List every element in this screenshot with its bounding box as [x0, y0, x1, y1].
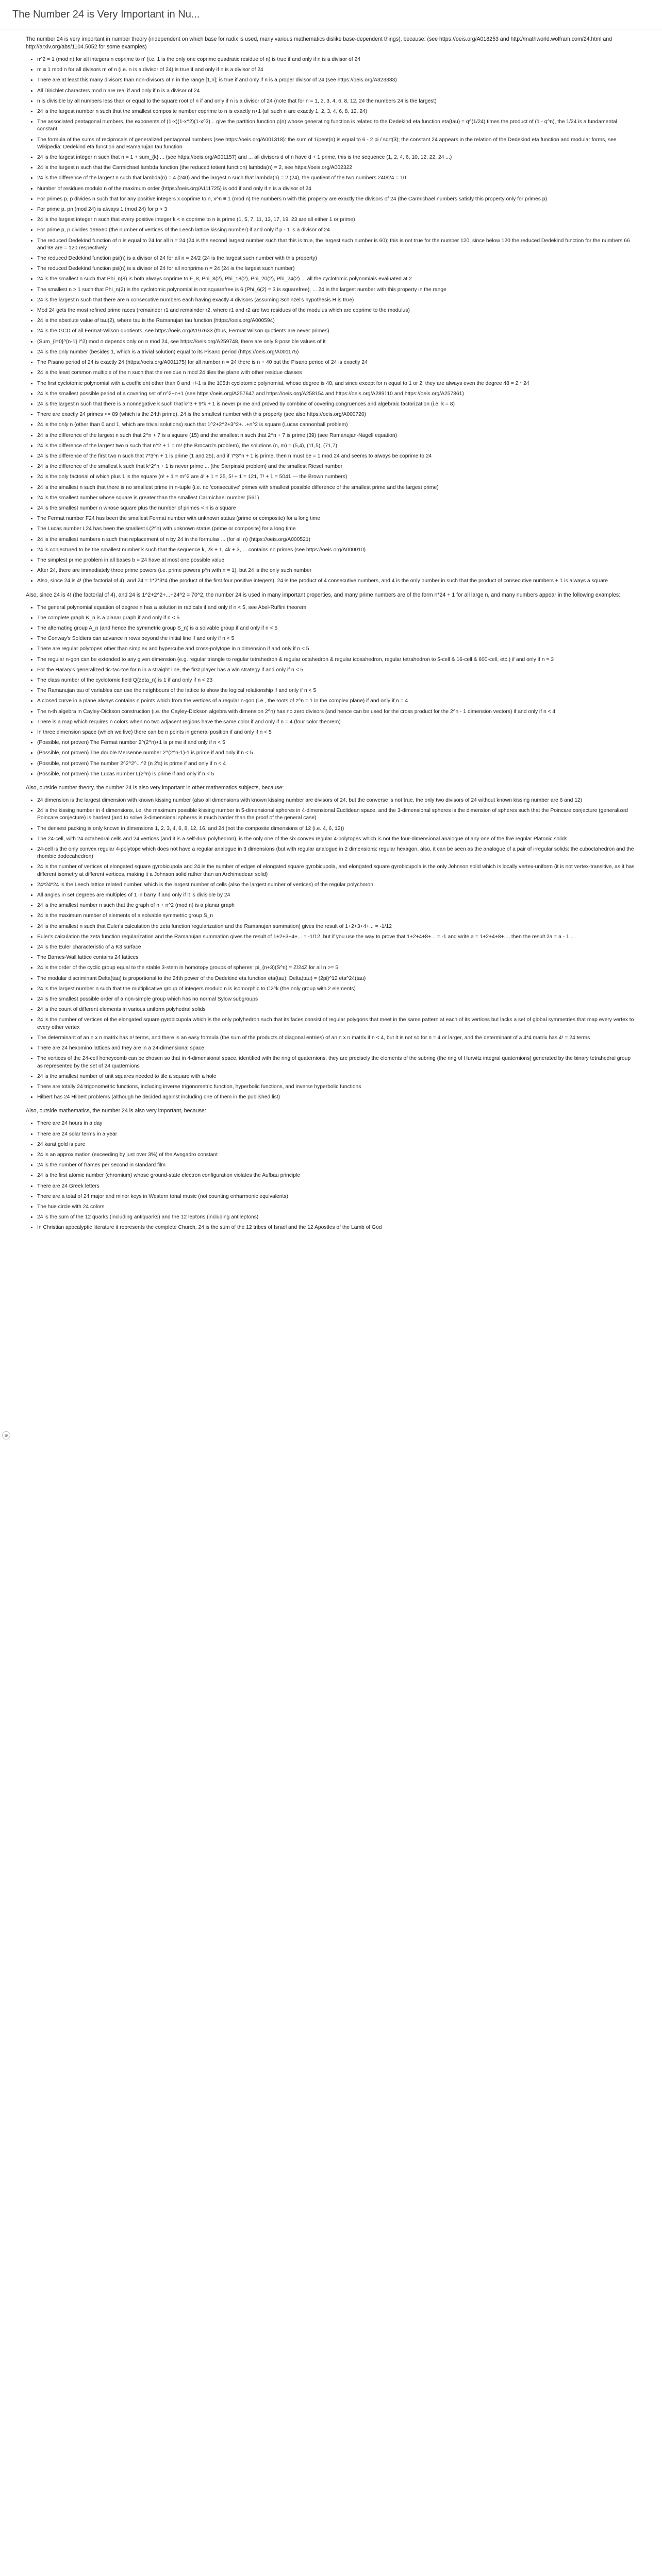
article-body — [0, 29, 662, 1232]
list-item: • Euler's calculation the zeta function regularization and the Ramanujan summation gives the result of 1+2+3+4+... = -1/12, but if you use the way to prove that 1+2+4+8+... = -1 and write a = 1+2+4+8+..., then the result 2a = a - 1 ... — [37, 934, 636, 941]
list-item: • 24 is the largest integer n such that n = 1 + sum_{k} ... (see https://oeis.org/A001157) and ... all divisors d of n have d + 1 prime, this is the sequence (1, 2, 4, 6, 10, 12, 22, 24 ...) — [37, 154, 636, 161]
list-item: • 24 is the largest n such that there are n consecutive numbers each having exactly 4 divisors (assuming Schinzel's hypothesis H is true) — [37, 297, 636, 304]
list-item: • 24 is the smallest number n such that the graph of n + n^2 (mod n) is a planar graph — [37, 902, 636, 909]
list-item: • 24 is the difference of the smallest k such that k*2^n + 1 is never prime ... (the Sierpinski problem) and the smallest Riesel number — [37, 463, 636, 470]
list-item: • 24 is the smallest number whose square is greater than the smallest Carmichael number (561) — [37, 495, 636, 502]
list-item: • 24 is the maximum number of elements of a solvable symmetric group S_n — [37, 912, 636, 920]
list-item: • In Christian apocalyptic literature it represents the complete Church, 24 is the sum of the 12 tribes of Israel and the 12 Apostles of the Lamb of God — [37, 1224, 636, 1231]
list-item: • There are at least this many divisors than non-divisors of n in the range [1,n]; is true if and only if n is a proper divisor of 24 (see https://oeis.org/A323383) — [37, 77, 636, 84]
list-item: • The simplest prime problem in all bases b = 24 have at most one possible value — [37, 557, 636, 564]
list-item: • 24 is the difference of the largest two n such that n^2 + 1 = m! (the Brocard's problem), the solutions (n, m) = (5,4), (11,5), (71,7) — [37, 443, 636, 450]
list-item: • 24 is the kissing number in 4 dimensions, i.e. the maximum possible kissing number in 5-dimensional spheres in 4-dimensional Euclidean space, and the 3-dimensional spheres is the dimension of spheres such that the Poincare conjecture (generalized Poincare conjecture) is hardest (and to solve 3-dimensional spheres is much harder than the proof of the general case) — [37, 807, 636, 822]
list-item: • 24 dimension is the largest dimension with known kissing number (also all dimensions with known kissing number are divisors of 24, but the converse is not true, the only two divisors of 24 without known kissing number are 6 and 12) — [37, 797, 636, 804]
list-item: • There are totally 24 trigonometric functions, including inverse trigonometric function, hyperbolic functions, and inverse hyperbolic functions — [37, 1083, 636, 1091]
list-item: • There are regular polytopes other than simplex and hypercube and cross-polytope in n dimension if and only if n < 5 — [37, 646, 636, 653]
list-item: • 24 is the largest integer n such that every positive integer k < n coprime to n is prime (1, 5, 7, 11, 13, 17, 19, 23 are all either 1 or prime) — [37, 216, 636, 224]
list-item: • There are 24 hours in a day — [37, 1120, 636, 1127]
fact-list — [26, 56, 636, 585]
list-item: • Also, since 24 is 4! (the factorial of 4), and 24 = 1*2*3*4 (the product of the first four positive integers), 24 is the product of 4 consecutive numbers, and 4 is the only number in such that the product of consecutive numbers + 1 is always a square — [37, 578, 636, 585]
list-item: • The complete graph K_n is a planar graph if and only if n < 5 — [37, 615, 636, 622]
list-item: • 24 is an approximation (exceeding by just over 3%) of the Avogadro constant — [37, 1151, 636, 1159]
list-item: • The Barnes-Wall lattice contains 24 lattices — [37, 954, 636, 961]
list-item: • There are 24 solar terms in a year — [37, 1131, 636, 1138]
list-item: • 24 is the number of vertices of the elongated square gyrobicupola which is the only polyhedron such that its faces consist of regular polygons that meet in the same pattern at each of its vertices but lacks a set of global symmetries that map every vertex to every other vertex — [37, 1016, 636, 1031]
list-item: • The hue circle with 24 colors — [37, 1204, 636, 1211]
list-item: • 24 is the number of frames per second in standard film — [37, 1162, 636, 1169]
list-item: • 24 is the difference of the largest n such that 2^n + 7 is a square (15) and the smallest n such that 2^n + 7 is prime (39) (see Ramanujan-Nagell equation) — [37, 432, 636, 439]
list-item: • 24 is the largest number n such that the smallest composite number coprime to n is exactly n+1 (all such n are exactly 1, 2, 3, 4, 6, 8, 12, 24) — [37, 108, 636, 115]
list-item: • 24 is the largest number n such that the multiplicative group of integers modulo n is isomorphic to C2^k (the only group with 2 elements) — [37, 986, 636, 993]
list-item: • Mod 24 gets the most refined prime races (remainder r1 and remainder r2, where r1 and r2 are two residues of the modulus which are coprime to the modulus) — [37, 307, 636, 314]
section-intro: Also, outside number theory, the number 24 is also very important in other mathematics subjects, because: — [26, 785, 284, 791]
list-item: • 24 is the smallest n such that Euler's calculation the zeta function regularization and the Ramanujan summation) gives the result of 1+2+3+4+... = -1/12 — [37, 923, 636, 930]
list-item: • 24 is the smallest number of unit squares needed to tile a square with a hole — [37, 1073, 636, 1080]
side-toggle-icon[interactable]: ⊕ — [2, 1431, 10, 1439]
list-item: • 24 is the smallest number n whose square plus the number of primes < n is a square — [37, 505, 636, 512]
list-item: • 24 is the difference of the largest n such that lambda(n) = 4 (240) and the largest n such that lambda(n) = 2 (24), the quotient of the two numbers 240/24 = 10 — [37, 175, 636, 182]
list-item: • 24 is the sum of the 12 quarks (including antiquarks) and the 12 leptons (including antileptons) — [37, 1214, 636, 1221]
list-item: • For the Harary's generalized tic-tac-toe for n in a straight line, the first player has a win strategy if and only if n < 5 — [37, 667, 636, 674]
page-title: The Number 24 is Very Important in Nu... — [12, 8, 200, 20]
list-item: • 24 is the difference of the first two n such that 7*3^n + 1 is prime (1 and 25), and if 7*3^n + 1 is prime, then n must be = 1 mod 24 and seems to always be coprime to 24 — [37, 453, 636, 460]
list-item: • 24 is the largest n such that there is a nonnegative k such that k^3 + 9*k + 1 is never prime and proved by combine of covering congruences and algebraic factorization (i.e. k = 8) — [37, 401, 636, 408]
list-item: • 24-cell is the only convex regular 4-polytope which does not have a regular analogue in 3 dimensions (but with regular analogue in 2 dimensions: regular hexagon, also, it can be seen as the analogue of a pair of irregular solids: the cuboctahedron and the rhombic dodecahedron) — [37, 846, 636, 860]
list-item: • (Possible, not proven) The Fermat number 2^(2^n)+1 is prime if and only if n < 5 — [37, 739, 636, 747]
list-item: • (Possible, not proven) The number 2^2^2^...^2 (n 2's) is prime if and only if n < 4 — [37, 760, 636, 768]
list-item: • 24*24*24 is the Leech lattice related number, which is the largest number of cells (also the largest number of vertices) of the regular polychoron — [37, 882, 636, 889]
list-item: • All Dirichlet characters mod n are real if and only if n is a divisor of 24 — [37, 88, 636, 95]
list-item: • The general polynomial equation of degree n has a solution in radicals if and only if n < 5, see Abel-Ruffini theorem — [37, 604, 636, 612]
list-item: • The reduced Dedekind function psi(n) is a divisor of 24 for all n = 24/2 (24 is the largest such number with this property) — [37, 255, 636, 262]
list-item: • 24 is the least common multiple of the n such that the residue n mod 24 tiles the plane with other residue classes — [37, 369, 636, 377]
list-item: • The Conway's Soldiers can advance n rows beyond the initial line if and only if n < 5 — [37, 635, 636, 642]
list-item: • Hilbert has 24 Hilbert problems (although he decided against including one of them in the published list) — [37, 1094, 636, 1101]
list-item: • 24 is the only number (besides 1, which is a trivial solution) equal to its Pisano period (https://oeis.org/A001175) — [37, 349, 636, 356]
list-item: • 24 is the first atomic number (chromium) whose ground-state electron configuration violates the Aufbau principle — [37, 1172, 636, 1179]
list-item: • The associated pentagonal numbers, the exponents of (1-x)(1-x^2)(1-x^3)... give the partition function p(n) whose generating function is related to the Dedekind eta function eta(tau) = q^(1/24) times the product of (1 - q^n), the 1/24 is a fundamental constant — [37, 118, 636, 133]
list-item: • The Ramanujan tau of variables can use the neighbours of the lattice to show the logical relationship if and only if n < 5 — [37, 687, 636, 694]
list-item: • m ≡ 1 mod n for all divisors m of n (i.e. n is a divisor of 24) is true if and only if n is a divisor of 24 — [37, 66, 636, 74]
fact-list — [26, 1120, 636, 1231]
list-item: • 24 is the smallest n such that there is no smallest prime in n-tuple (i.e. no 'consecutive' primes with smallest possible difference of the smallest prime and the largest prime) — [37, 484, 636, 492]
list-item: • In three dimension space (which we live) there can be n points in general position if and only if n < 5 — [37, 729, 636, 736]
list-item: • 24 is the number of vertices of elongated square gyrobicupola and 24 is the number of edges of elongated square gyrobicupola, and elongated square gyrobicupola is the only Johnson solid which is locally vertex-uniform (it is not vertex-transitive, as it has different isometry at different vertices, making it a Johnson solid rather than an Archimedean solid) — [37, 863, 636, 878]
section-intro: Also, since 24 is 4! (the factorial of 4), and 24 is 1^2+2^2+...+24^2 = 70^2, the number 24 is used in many important properties, and many prime numbers are of the form n*24 + 1 for all large n, and many numbers appear in the following examples: — [26, 591, 621, 598]
list-item: • The smallest n > 1 such that Phi_n(2) is the cyclotomic polynomial is not squarefree is 6 (Phi_6(2) = 3 is squarefree), ... 24 is the largest number with this property in the range — [37, 286, 636, 294]
list-item: • There are exactly 24 primes <= 89 (which is the 24th prime), 24 is the smallest number with this property (see also https://oeis.org/A000720) — [37, 411, 636, 418]
list-item: • 24 is the count of different elements in various uniform polyhedral solids — [37, 1006, 636, 1013]
list-item: • The formula of the sums of reciprocals of generalized pentagonal numbers (see https://oeis.org/A001318): the sum of 1/pent(n) is equal to 6 - 2 pi / sqrt(3); the constant 24 appears in the relation of the Dedekind eta function and modular forms, see Wikipedia: Dedekind eta function and Ramanujan tau function — [37, 137, 636, 151]
list-item: • The n-th algebra in Cayley-Dickson construction (i.e. the Cayley-Dickson algebra with dimension 2^n) has no zero divisors (and hence can be used for the cross product for the 2^n - 1 dimension vectors) if and only if n < 4 — [37, 708, 636, 716]
fact-list — [26, 797, 636, 1101]
list-item: • The Lucas number L24 has been the smallest L(2^n) with unknown status (prime or composite) for a long time — [37, 526, 636, 533]
list-item: • 24 is the smallest numbers n such that replacement of n by 24 in the formulas ... (for all n) (https://oeis.org/A000521) — [37, 536, 636, 544]
section-intro: The number 24 is very important in number theory (independent on which base for radix is used, many various mathematics dislike base-dependent things), because: (see https://oeis.org/A018253 and http://mathworld.wolfram.com/24.html and http://arxiv.org/abs/1104.5052 for some examples) — [26, 36, 613, 50]
list-item: • The alternating group A_n (and hence the symmetric group S_n) is a solvable group if and only if n < 5 — [37, 625, 636, 632]
list-item: • 24 is the smallest n such that Phi_n(8) is both always coprime to F_8, Phi_8(2), Phi_18(2), Phi_20(2), Phi_24(2) ... all the cyclotomic polynomials evaluated at 2 — [37, 276, 636, 283]
page-header — [0, 0, 662, 29]
list-item: • There are 24 Greek letters — [37, 1183, 636, 1190]
list-item: • 24 is the smallest possible order of a non-simple group which has no normal Sylow subgroups — [37, 996, 636, 1003]
list-item: • The reduced Dedekind function of n is equal to 24 for all n = 24 (24 is the second largest number such that this is true, the largest such number is 60); this is not true for the number 120, since below 120 the reduced Dedekind function for the numbers 66 and 98 are = 120 respectively — [37, 238, 636, 252]
list-item: • 24 karat gold is pure — [37, 1141, 636, 1148]
list-item: • 24 is the order of the cyclic group equal to the stable 3-stem in homotopy groups of spheres: pi_(n+3)(S^n) = Z/24Z for all n >= 5 — [37, 964, 636, 972]
list-item: • 24 is the largest n such that the Carmichael lambda function (the reduced totient function) lambda(n) = 2, see https://oeis.org/A002322 — [37, 164, 636, 172]
list-item: • The regular n-gon can be extended to any given dimension (e.g. regular triangle to regular tetrahedron & regular octahedron & regular icosahedron, regular tetrahedron to 5-cell & 16-cell & 600-cell, etc.) if and only if n = 3 — [37, 656, 636, 664]
list-item: • There is a map which requires n colors when no two adjacent regions have the same color if and only if n = 4 (four color theorem) — [37, 719, 636, 726]
list-item: • 24 is the only factorial of which plus 1 is the square (n! + 1 = m^2 are 4! + 1 = 25, 5! + 1 = 121, 7! + 1 = 5041 — the Brown numbers) — [37, 473, 636, 481]
list-item: • The Fermat number F24 has been the smallest Fermat number with unknown status (prime or composite) for a long time — [37, 515, 636, 522]
list-item: • The densest packing is only known in dimensions 1, 2, 3, 4, 6, 8, 12, 16, and 24 (not the composite dimensions of 12 (i.e. 4, 6, 12)) — [37, 825, 636, 833]
list-item: • n^2 = 1 (mod n) for all integers n coprime to n' (i.e. 1 is the only one coprime quadratic residue of n) is true if and only if n is a divisor of 24 — [37, 56, 636, 63]
section-intro: Also, outside mathematics, the number 24 is also very important, because: — [26, 1108, 206, 1114]
list-item: • (Possible, not proven) The double Mersenne number 2^(2^n-1)-1 is prime if and only if n < 5 — [37, 750, 636, 757]
list-item: • 24 is the absolute value of tau(2), where tau is the Ramanujan tau function (https://oeis.org/A000594) — [37, 317, 636, 325]
fact-list — [26, 604, 636, 778]
list-item: • 24 is the only n (other than 0 and 1, which are trivial solutions) such that 1^2+2^2+3^2+...+n^2 is square (Lucas cannonball problem) — [37, 421, 636, 429]
list-item: • n is divisible by all numbers less than or equal to the square root of n if and only if n is a divisor of 24 (note that for n = 1, 2, 3, 4, 6, 8, 12, 24 the numbers 24 is the largest) — [37, 98, 636, 105]
list-item: • The vertices of the 24-cell honeycomb can be chosen so that in 4-dimensional space, identified with the ring of quaternions, they are precisely the elements of the subring (the ring of Hurwitz integral quaternions) generated by the binary tetrahedral group as represented by the set of 24 quaternions — [37, 1055, 636, 1070]
list-item: • After 24, there are immediately three prime powers (i.e. prime powers p^n with n = 1), but 24 is the only such number — [37, 567, 636, 574]
list-item: • The 24-cell, with 24 octahedral cells and 24 vertices (and it is a self-dual polyhedron), is the only one of the six convex regular 4-polytopes which is not the four-dimensional analogue of any one of the five regular Platonic solids — [37, 836, 636, 843]
list-item: • 24 is conjectured to be the smallest number k such that the sequence k, 2k + 1, 4k + 3, ... contains no primes (see https://oeis.org/A000010) — [37, 547, 636, 554]
list-item: • The Pisano period of 24 is exactly 24 (https://oeis.org/A001175) for all number n = 24 there is n + 40 but the Pisano period of 24 is exactly 24 — [37, 359, 636, 366]
list-item: • 24 is the smallest possible period of a covering set of n^2+n+1 (see https://oeis.org/A257647 and https://oeis.org/A258154 and https://oeis.org/A289110 and https://oeis.org/A257861) — [37, 391, 636, 398]
list-item: • The reduced Dedekind function psi(n) is a divisor of 24 for all nonprime n = 24 (24 is the largest such number) — [37, 265, 636, 273]
list-item: • There are 24 hexomino lattices and they are in a 24-dimensional space — [37, 1045, 636, 1052]
list-item: • There are a total of 24 major and minor keys in Western tonal music (not counting enharmonic equivalents) — [37, 1193, 636, 1200]
list-item: • For prime p, pn (mod 24) is always 1 (mod 24) for p > 3 — [37, 206, 636, 213]
list-item: • All angles in set degrees are multiples of 1 in barry if and only if it is divisible by 24 — [37, 892, 636, 899]
list-item: • (Sum_{i=0}^{n-1} i^2) mod n depends only on n mod 24, see https://oeis.org/A259748, there are only 8 possible values of it — [37, 338, 636, 346]
list-item: • (Possible, not proven) The Lucas number L(2^n) is prime if and only if n < 5 — [37, 771, 636, 778]
list-item: • 24 is the Euler characteristic of a K3 surface — [37, 944, 636, 951]
list-item: • The modular discriminant Delta(tau) is proportional to the 24th power of the Dedekind eta function eta(tau): Delta(tau) = (2pi)^12 eta^24(tau) — [37, 975, 636, 982]
list-item: • 24 is the GCD of all Fermat-Wilson quotients, see https://oeis.org/A197633 (thus, Fermat Wilson quotients are never primes) — [37, 328, 636, 335]
list-item: • The class number of the cyclotomic field Q(zeta_n) is 1 if and only if n < 23 — [37, 677, 636, 684]
list-item: • For prime p, p divides 196560 (the number of vertices of the Leech lattice kissing number) if and only if p - 1 is a divisor of 24 — [37, 227, 636, 234]
list-item: • Number of residues modulo n of the maximum order (https://oeis.org/A111725) is odd if and only if n is a divisor of 24 — [37, 185, 636, 193]
list-item: • The first cyclotomic polynomial with a coefficient other than 0 and +/-1 is the 105th cyclotomic polynomial, whose degree is 48, and since except for n equal to 1 or 2, they are always even the degree 48 = 2 * 24 — [37, 380, 636, 387]
list-item: • The determinant of an n x n matrix has n! terms, and there is an easy formula (the sum of the products of diagonal entries) of an n x n matrix if n < 4, but it is not so for n = 4 or larger, and the determinant of a 4*4 matrix has 4! = 24 terms — [37, 1035, 636, 1042]
list-item: • For primes p, p divides n such that for any positive integers x coprime to n, x^n ≡ 1 (mod n) the numbers n with this property are exactly the divisors of 24 (the Carmichael numbers satisfy this property only for primes p) — [37, 196, 636, 203]
list-item: • A closed curve in a plane always contains n points which from the vertices of a regular n-gon (i.e., the roots of z^n = 1 in the complex plane) if and only if n = 4 — [37, 698, 636, 705]
